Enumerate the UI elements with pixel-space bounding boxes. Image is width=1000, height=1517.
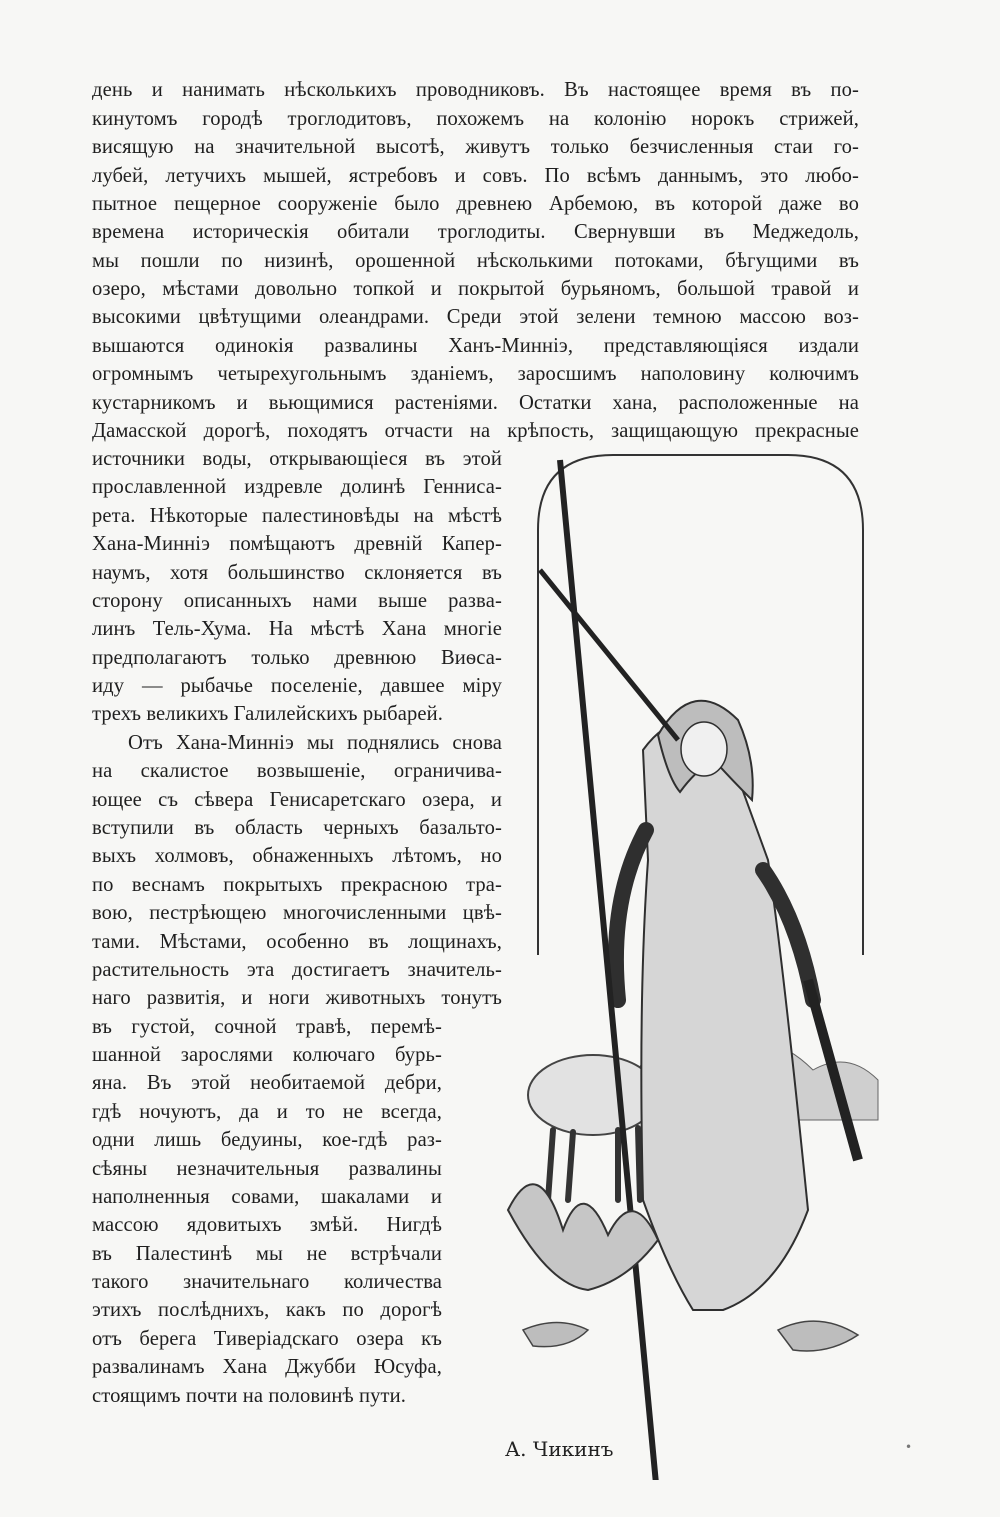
illustration — [468, 440, 918, 1480]
text-line: выхъ холмовъ, обнаженныхъ лѣтомъ, но — [92, 845, 502, 867]
text-line: въ густой, сочной травѣ, перемѣ- — [92, 1016, 442, 1038]
text-line: мы пошли по низинѣ, орошенной нѣсколькими потоками, бѣгущими въ — [92, 250, 859, 272]
text-line: предполагаютъ только древнюю Виѳса- — [92, 647, 502, 669]
text-line: висящую на значительной высотѣ, живутъ только безчисленныя стаи го- — [92, 136, 859, 158]
girl-face — [681, 722, 727, 776]
text-line: отъ берега Тиверіадскаго озера къ — [92, 1328, 442, 1350]
text-line: кустарникомъ и вьющимися растеніями. Остатки хана, расположенные на — [92, 392, 859, 414]
stones — [523, 1321, 858, 1351]
text-line: наго развитія, и ноги животныхъ тонутъ — [92, 987, 502, 1009]
signature-text: А. Чикинъ — [505, 1437, 614, 1461]
text-line: вступили въ область черныхъ базальто- — [92, 817, 502, 839]
text-line: сѣяны незначительныя развалины — [92, 1158, 442, 1180]
page-mark: • — [905, 1440, 913, 1454]
text-line: вою, пестрѣющею многочисленными цвѣ- — [92, 902, 502, 924]
text-line: линъ Тель-Хума. На мѣстѣ Хана многіе — [92, 618, 502, 640]
text-line: тами. Мѣстами, особенно въ лощинахъ, — [92, 931, 502, 953]
text-line: въ Палестинѣ мы не встрѣчали — [92, 1243, 442, 1265]
text-line: гдѣ ночуютъ, да и то не всегда, — [92, 1101, 442, 1123]
crossed-staff — [540, 570, 678, 740]
text-line: шанной зарослями колючаго бурь- — [92, 1044, 442, 1066]
text-line: времена историческія обитали троглодиты. Свернувши въ Меджедоль, — [92, 221, 859, 243]
text-line: массою ядовитыхъ змѣй. Нигдѣ — [92, 1214, 442, 1236]
text-line: рета. Нѣкоторые палестиновѣды на мѣстѣ — [92, 505, 502, 527]
text-line: Хана-Минніэ помѣщаютъ древній Капер- — [92, 533, 502, 555]
text-line: яна. Въ этой необитаемой дебри, — [92, 1072, 442, 1094]
text-line: на скалистое возвышеніе, ограничива- — [92, 760, 502, 782]
text-line: кинутомъ городѣ троглодитовъ, похожемъ на колонію норокъ стрижей, — [92, 108, 859, 130]
girl-arm-left — [616, 830, 646, 1000]
girl-robe — [641, 723, 808, 1311]
text-line: высокими цвѣтущими олеандрами. Среди этой зелени темною массою воз- — [92, 306, 859, 328]
text-line: ющее съ сѣвера Генисаретскаго озера, и — [92, 789, 502, 811]
text-line: прославленной издревле долинѣ Генниса- — [92, 476, 502, 498]
text-line: наумъ, хотя большинство склоняется въ — [92, 562, 502, 584]
text-line: стоящимъ почти на половинѣ пути. — [92, 1385, 406, 1407]
text-line: лубей, летучихъ мышей, ястребовъ и совъ. По всѣмъ даннымъ, это любо- — [92, 165, 859, 187]
text-line: сторону описанныхъ нами выше развa- — [92, 590, 502, 612]
text-line: огромнымъ четырехугольнымъ зданіемъ, заросшимъ наполовину колючимъ — [92, 363, 859, 385]
text-line: Отъ Хана-Минніэ мы поднялись снова — [128, 732, 502, 754]
text-line: наполненныя совами, шакалами и — [92, 1186, 442, 1208]
text-line: растительность эта достигаетъ значитель- — [92, 959, 502, 981]
text-line: озеро, мѣстами довольно топкой и покрытой бурьяномъ, большой травой и — [92, 278, 859, 300]
text-line: Дамасской дорогѣ, походятъ отчасти на крѣпость, защищающую прекрасные — [92, 420, 859, 442]
text-line: день и нанимать нѣсколькихъ проводниковъ. Въ настоящее время въ по- — [92, 79, 859, 101]
text-line: развалинамъ Хана Джубби Юсуфа, — [92, 1356, 442, 1378]
text-line: вышаются одинокія развалины Ханъ-Минніэ, представляющіяся издали — [92, 335, 859, 357]
text-line: трехъ великихъ Галилейскихъ рыбарей. — [92, 703, 443, 725]
text-line: такого значительнаго количества — [92, 1271, 442, 1293]
text-line: одни лишь бедуины, кое-гдѣ раз- — [92, 1129, 442, 1151]
text-line: иду — рыбачье поселеніе, давшее міру — [92, 675, 502, 697]
text-line: пытное пещерное сооруженіе было древнею Арбемою, въ которой даже во — [92, 193, 859, 215]
artist-signature — [505, 1428, 655, 1468]
text-line: источники воды, открывающіеся въ этой — [92, 448, 502, 470]
text-line: этихъ послѣднихъ, какъ по дорогѣ — [92, 1299, 442, 1321]
text-line: по веснамъ покрытыхъ прекрасною тра- — [92, 874, 502, 896]
sheep-body — [528, 1055, 658, 1135]
